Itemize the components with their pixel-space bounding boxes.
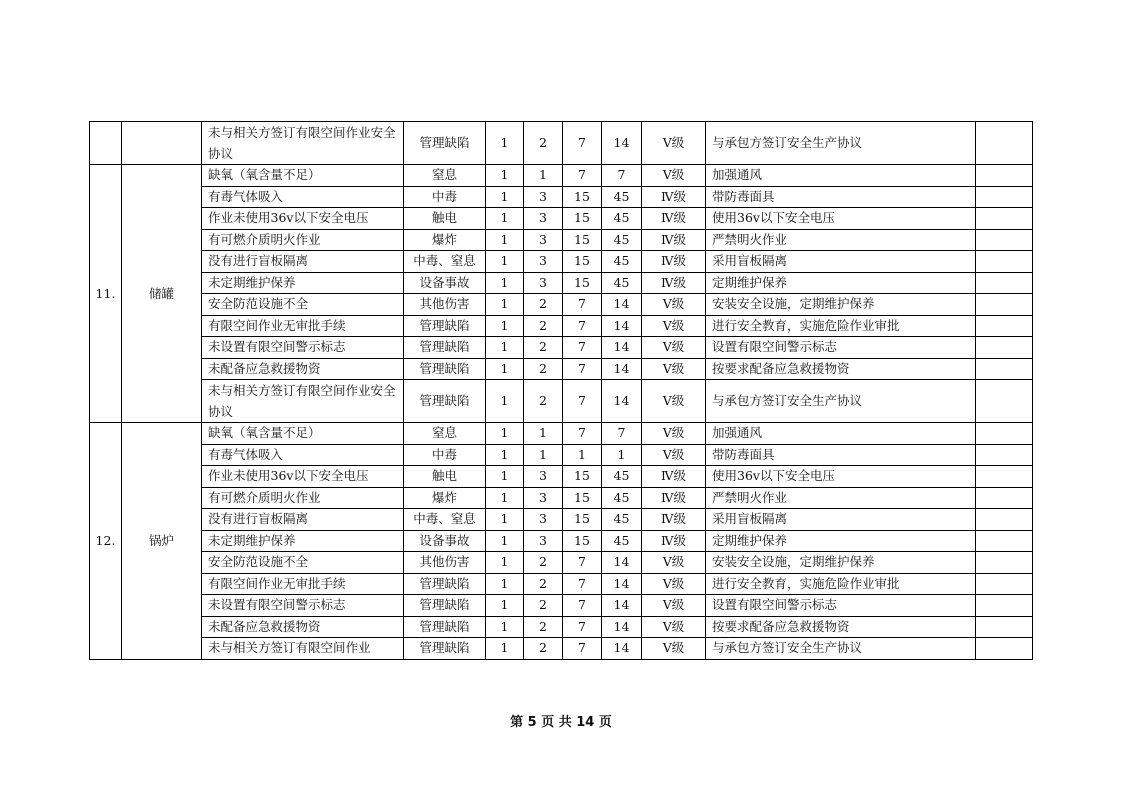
table-row [90, 616, 1033, 638]
remark-cell [976, 380, 1033, 423]
exposure-cell: 1 [524, 423, 563, 445]
risk-factor-cell: 未定期维护保养 [202, 272, 404, 294]
exposure-cell: 2 [524, 337, 563, 359]
exposure-cell: 1 [524, 165, 563, 187]
equipment-cell [122, 122, 202, 165]
exposure-cell: 3 [524, 487, 563, 509]
control-measure-cell: 定期维护保养 [706, 530, 976, 552]
exposure-cell: 2 [524, 315, 563, 337]
consequence-cell: 15 [563, 466, 602, 488]
exposure-cell: 2 [524, 380, 563, 423]
risk-level-cell: Ⅴ级 [642, 595, 706, 617]
accident-type-cell: 触电 [404, 466, 486, 488]
control-measure-cell: 采用盲板隔离 [706, 251, 976, 273]
risk-factor-cell: 未配备应急救援物资 [202, 358, 404, 380]
control-measure-cell: 带防毒面具 [706, 444, 976, 466]
table-row [90, 229, 1033, 251]
risk-value-cell: 14 [602, 380, 642, 423]
consequence-cell: 7 [563, 616, 602, 638]
likelihood-cell: 1 [486, 186, 524, 208]
risk-factor-cell: 作业未使用36v以下安全电压 [202, 466, 404, 488]
risk-factor-cell: 有限空间作业无审批手续 [202, 573, 404, 595]
remark-cell [976, 466, 1033, 488]
exposure-cell: 3 [524, 251, 563, 273]
group-index: 11. [90, 165, 122, 423]
table-row [90, 165, 1033, 187]
risk-value-cell: 14 [602, 573, 642, 595]
consequence-cell: 15 [563, 487, 602, 509]
consequence-cell: 15 [563, 272, 602, 294]
risk-value-cell: 45 [602, 466, 642, 488]
table-row [90, 595, 1033, 617]
remark-cell [976, 294, 1033, 316]
consequence-cell: 7 [563, 573, 602, 595]
control-measure-cell: 设置有限空间警示标志 [706, 337, 976, 359]
remark-cell [976, 444, 1033, 466]
likelihood-cell: 1 [486, 294, 524, 316]
equipment-name: 锅炉 [122, 423, 202, 660]
exposure-cell: 3 [524, 509, 563, 531]
table-row [90, 466, 1033, 488]
control-measure-cell: 严禁明火作业 [706, 487, 976, 509]
remark-cell [976, 638, 1033, 660]
table-row [90, 530, 1033, 552]
consequence-cell: 7 [563, 294, 602, 316]
table-row [90, 423, 1033, 445]
table-row [90, 358, 1033, 380]
risk-value-cell: 45 [602, 251, 642, 273]
accident-type-cell: 管理缺陷 [404, 638, 486, 660]
consequence-cell: 7 [563, 122, 602, 165]
accident-type-cell: 窒息 [404, 423, 486, 445]
risk-factor-cell: 缺氧（氧含量不足） [202, 165, 404, 187]
likelihood-cell: 1 [486, 272, 524, 294]
likelihood-cell: 1 [486, 380, 524, 423]
likelihood-cell: 1 [486, 423, 524, 445]
remark-cell [976, 208, 1033, 230]
risk-factor-cell: 安全防范设施不全 [202, 552, 404, 574]
risk-value-cell: 45 [602, 272, 642, 294]
exposure-cell: 3 [524, 466, 563, 488]
remark-cell [976, 272, 1033, 294]
likelihood-cell: 1 [486, 229, 524, 251]
remark-cell [976, 122, 1033, 165]
risk-factor-cell: 未配备应急救援物资 [202, 616, 404, 638]
control-measure-cell: 按要求配备应急救援物资 [706, 616, 976, 638]
remark-cell [976, 251, 1033, 273]
accident-type-cell: 管理缺陷 [404, 573, 486, 595]
accident-type-cell: 触电 [404, 208, 486, 230]
accident-type-cell: 管理缺陷 [404, 315, 486, 337]
risk-value-cell: 45 [602, 487, 642, 509]
risk-assessment-table [89, 121, 1033, 660]
accident-type-cell: 管理缺陷 [404, 358, 486, 380]
risk-factor-cell: 未定期维护保养 [202, 530, 404, 552]
remark-cell [976, 595, 1033, 617]
consequence-cell: 15 [563, 229, 602, 251]
remark-cell [976, 573, 1033, 595]
table-row [90, 444, 1033, 466]
control-measure-cell: 定期维护保养 [706, 272, 976, 294]
control-measure-cell: 与承包方签订安全生产协议 [706, 638, 976, 660]
exposure-cell: 2 [524, 122, 563, 165]
exposure-cell: 2 [524, 294, 563, 316]
exposure-cell: 2 [524, 358, 563, 380]
exposure-cell: 3 [524, 186, 563, 208]
table-row [90, 509, 1033, 531]
risk-factor-cell: 有限空间作业无审批手续 [202, 315, 404, 337]
table-row [90, 186, 1033, 208]
remark-cell [976, 616, 1033, 638]
consequence-cell: 15 [563, 530, 602, 552]
risk-level-cell: Ⅴ级 [642, 294, 706, 316]
risk-value-cell: 14 [602, 616, 642, 638]
accident-type-cell: 其他伤害 [404, 552, 486, 574]
control-measure-cell: 进行安全教育，实施危险作业审批 [706, 573, 976, 595]
control-measure-cell: 采用盲板隔离 [706, 509, 976, 531]
likelihood-cell: 1 [486, 595, 524, 617]
consequence-cell: 7 [563, 638, 602, 660]
accident-type-cell: 设备事故 [404, 272, 486, 294]
risk-level-cell: Ⅴ级 [642, 337, 706, 359]
table-row [90, 380, 1033, 423]
accident-type-cell: 管理缺陷 [404, 380, 486, 423]
consequence-cell: 15 [563, 208, 602, 230]
table-row [90, 573, 1033, 595]
group-index: 12. [90, 423, 122, 660]
table-body [90, 122, 1033, 660]
remark-cell [976, 509, 1033, 531]
exposure-cell: 3 [524, 208, 563, 230]
index-cell [90, 122, 122, 165]
control-measure-cell: 安装安全设施，定期维护保养 [706, 552, 976, 574]
accident-type-cell: 管理缺陷 [404, 337, 486, 359]
risk-factor-cell: 没有进行盲板隔离 [202, 509, 404, 531]
consequence-cell: 7 [563, 315, 602, 337]
table-row [90, 638, 1033, 660]
exposure-cell: 3 [524, 272, 563, 294]
consequence-cell: 15 [563, 251, 602, 273]
risk-factor-cell: 缺氧（氧含量不足） [202, 423, 404, 445]
likelihood-cell: 1 [486, 530, 524, 552]
risk-level-cell: Ⅳ级 [642, 466, 706, 488]
consequence-cell: 7 [563, 165, 602, 187]
risk-value-cell: 14 [602, 337, 642, 359]
table-row [90, 487, 1033, 509]
risk-factor-cell: 未与相关方签订有限空间作业安全协议 [202, 380, 404, 423]
risk-level-cell: Ⅴ级 [642, 552, 706, 574]
likelihood-cell: 1 [486, 509, 524, 531]
risk-factor-cell: 没有进行盲板隔离 [202, 251, 404, 273]
risk-factor-cell: 未设置有限空间警示标志 [202, 595, 404, 617]
consequence-cell: 7 [563, 423, 602, 445]
likelihood-cell: 1 [486, 337, 524, 359]
likelihood-cell: 1 [486, 315, 524, 337]
risk-level-cell: Ⅴ级 [642, 616, 706, 638]
risk-level-cell: Ⅳ级 [642, 509, 706, 531]
risk-value-cell: 14 [602, 552, 642, 574]
likelihood-cell: 1 [486, 358, 524, 380]
exposure-cell: 2 [524, 616, 563, 638]
risk-level-cell: Ⅴ级 [642, 315, 706, 337]
risk-value-cell: 14 [602, 315, 642, 337]
risk-level-cell: Ⅳ级 [642, 208, 706, 230]
risk-value-cell: 7 [602, 423, 642, 445]
risk-level-cell: Ⅳ级 [642, 530, 706, 552]
accident-type-cell: 中毒 [404, 444, 486, 466]
consequence-cell: 7 [563, 595, 602, 617]
table-row [90, 208, 1033, 230]
consequence-cell: 7 [563, 552, 602, 574]
risk-level-cell: Ⅳ级 [642, 229, 706, 251]
remark-cell [976, 358, 1033, 380]
likelihood-cell: 1 [486, 638, 524, 660]
likelihood-cell: 1 [486, 487, 524, 509]
table-row [90, 337, 1033, 359]
likelihood-cell: 1 [486, 573, 524, 595]
exposure-cell: 3 [524, 530, 563, 552]
likelihood-cell: 1 [486, 165, 524, 187]
risk-value-cell: 7 [602, 165, 642, 187]
accident-type-cell: 其他伤害 [404, 294, 486, 316]
accident-type-cell: 爆炸 [404, 487, 486, 509]
consequence-cell: 1 [563, 444, 602, 466]
accident-type-cell: 中毒、窒息 [404, 251, 486, 273]
risk-factor-cell: 未设置有限空间警示标志 [202, 337, 404, 359]
remark-cell [976, 530, 1033, 552]
risk-factor-cell: 有可燃介质明火作业 [202, 487, 404, 509]
control-measure-cell: 加强通风 [706, 423, 976, 445]
risk-level-cell: Ⅳ级 [642, 487, 706, 509]
accident-type-cell: 管理缺陷 [404, 595, 486, 617]
exposure-cell: 2 [524, 595, 563, 617]
control-measure-cell: 严禁明火作业 [706, 229, 976, 251]
remark-cell [976, 552, 1033, 574]
risk-value-cell: 45 [602, 208, 642, 230]
likelihood-cell: 1 [486, 466, 524, 488]
risk-value-cell: 14 [602, 595, 642, 617]
control-measure-cell: 使用36v以下安全电压 [706, 208, 976, 230]
consequence-cell: 7 [563, 358, 602, 380]
risk-factor-cell: 有毒气体吸入 [202, 186, 404, 208]
risk-level-cell: Ⅴ级 [642, 380, 706, 423]
accident-type-cell: 管理缺陷 [404, 616, 486, 638]
accident-type-cell: 设备事故 [404, 530, 486, 552]
table-row [90, 251, 1033, 273]
accident-type-cell: 窒息 [404, 165, 486, 187]
control-measure-cell: 进行安全教育，实施危险作业审批 [706, 315, 976, 337]
exposure-cell: 1 [524, 444, 563, 466]
likelihood-cell: 1 [486, 122, 524, 165]
control-measure-cell: 与承包方签订安全生产协议 [706, 380, 976, 423]
risk-value-cell: 45 [602, 530, 642, 552]
risk-factor-cell: 作业未使用36v以下安全电压 [202, 208, 404, 230]
likelihood-cell: 1 [486, 616, 524, 638]
risk-factor-cell: 有可燃介质明火作业 [202, 229, 404, 251]
table-row [90, 552, 1033, 574]
remark-cell [976, 165, 1033, 187]
risk-value-cell: 14 [602, 358, 642, 380]
risk-value-cell: 14 [602, 122, 642, 165]
risk-factor-cell: 未与相关方签订有限空间作业 [202, 638, 404, 660]
likelihood-cell: 1 [486, 552, 524, 574]
risk-value-cell: 14 [602, 638, 642, 660]
accident-type-cell: 中毒、窒息 [404, 509, 486, 531]
control-measure-cell: 使用36v以下安全电压 [706, 466, 976, 488]
control-measure-cell: 与承包方签订安全生产协议 [706, 122, 976, 165]
equipment-name: 储罐 [122, 165, 202, 423]
consequence-cell: 7 [563, 337, 602, 359]
control-measure-cell: 按要求配备应急救援物资 [706, 358, 976, 380]
page-number: 第 5 页 共 14 页 [510, 715, 612, 730]
table-row [90, 294, 1033, 316]
control-measure-cell: 设置有限空间警示标志 [706, 595, 976, 617]
risk-level-cell: Ⅴ级 [642, 573, 706, 595]
risk-level-cell: Ⅴ级 [642, 122, 706, 165]
risk-level-cell: Ⅴ级 [642, 165, 706, 187]
likelihood-cell: 1 [486, 444, 524, 466]
exposure-cell: 2 [524, 638, 563, 660]
remark-cell [976, 315, 1033, 337]
risk-value-cell: 14 [602, 294, 642, 316]
consequence-cell: 15 [563, 509, 602, 531]
risk-factor-cell: 安全防范设施不全 [202, 294, 404, 316]
exposure-cell: 2 [524, 552, 563, 574]
likelihood-cell: 1 [486, 251, 524, 273]
risk-level-cell: Ⅴ级 [642, 444, 706, 466]
risk-value-cell: 45 [602, 229, 642, 251]
risk-factor-cell: 有毒气体吸入 [202, 444, 404, 466]
consequence-cell: 7 [563, 380, 602, 423]
remark-cell [976, 337, 1033, 359]
risk-level-cell: Ⅳ级 [642, 272, 706, 294]
remark-cell [976, 423, 1033, 445]
table-row [90, 122, 1033, 165]
risk-value-cell: 45 [602, 186, 642, 208]
risk-level-cell: Ⅳ级 [642, 251, 706, 273]
risk-value-cell: 1 [602, 444, 642, 466]
risk-level-cell: Ⅳ级 [642, 186, 706, 208]
risk-level-cell: Ⅴ级 [642, 358, 706, 380]
risk-level-cell: Ⅴ级 [642, 423, 706, 445]
risk-factor-cell: 未与相关方签订有限空间作业安全协议 [202, 122, 404, 165]
control-measure-cell: 安装安全设施，定期维护保养 [706, 294, 976, 316]
risk-level-cell: Ⅴ级 [642, 638, 706, 660]
likelihood-cell: 1 [486, 208, 524, 230]
remark-cell [976, 229, 1033, 251]
risk-value-cell: 45 [602, 509, 642, 531]
remark-cell [976, 487, 1033, 509]
exposure-cell: 3 [524, 229, 563, 251]
exposure-cell: 2 [524, 573, 563, 595]
remark-cell [976, 186, 1033, 208]
accident-type-cell: 中毒 [404, 186, 486, 208]
control-measure-cell: 带防毒面具 [706, 186, 976, 208]
accident-type-cell: 爆炸 [404, 229, 486, 251]
control-measure-cell: 加强通风 [706, 165, 976, 187]
consequence-cell: 15 [563, 186, 602, 208]
table-row [90, 315, 1033, 337]
accident-type-cell: 管理缺陷 [404, 122, 486, 165]
table-row [90, 272, 1033, 294]
